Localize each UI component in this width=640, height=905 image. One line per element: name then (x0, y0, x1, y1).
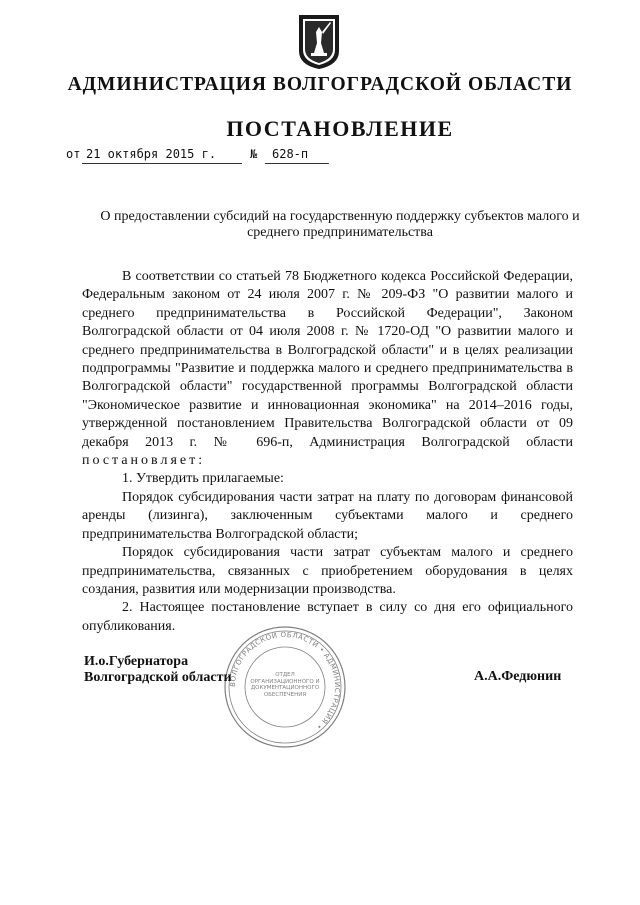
signatory-name: А.А.Федюнин (474, 669, 562, 684)
paragraph-item-1: 1. Утвердить прилагаемые: (122, 471, 284, 487)
document-type: ПОСТАНОВЛЕНИЕ (226, 116, 454, 141)
preamble-text: В соответствии со статьей 78 Бюджетного кодекса Российской Федерации, Федеральным законом от 24 июля 2007 г. № 209-ФЗ "О развитии малого и среднего предпринимательства в Российской Федерации", Законом Волгоградской области от 04 июля 2008 г. № 1720-ОД "О развитии малого и среднего предпринимательства в Волгоградской области" и в целях реализации подпрограммы "Развитие и поддержка малого и среднего предпринимательства в Волгоградской области" государственной программы Волгоградской области "Экономическое развитие и инновационная экономика" на 2014–2016 годы, утвержденной постановлением Правительства Волгоградской области от 09 декабря 2013 г. № 696-п, Администрация Волгоградской области (82, 269, 573, 450)
date-value: 21 октября 2015 г. (86, 147, 217, 161)
seal-ring-text: ВОЛГОГРАДСКОЙ ОБЛАСТИ • АДМИНИСТРАЦИЯ • (228, 630, 342, 732)
number-underline (265, 163, 329, 164)
number-prefix: № (250, 147, 258, 161)
number-value: 628-п (272, 147, 309, 161)
date-underline (82, 163, 242, 164)
resolution-word: постановляет: (82, 453, 206, 469)
signatory-title (84, 654, 232, 686)
paragraph-preamble (82, 268, 573, 470)
document-body (82, 268, 573, 636)
organization-title: АДМИНИСТРАЦИЯ ВОЛГОГРАДСКОЙ ОБЛАСТИ (67, 74, 573, 95)
date-prefix: от (66, 147, 81, 161)
paragraph-procedure-equipment: Порядок субсидирования части затрат субъектам малого и среднего предпринимательства, связанных с приобретением оборудования в целях создания, развития или модернизации производства. (82, 545, 573, 597)
paragraph-item-2: 2. Настоящее постановление вступает в силу со дня его официального опубликования. (82, 600, 573, 634)
signatory-title-line1: И.о.Губернатора (84, 654, 189, 669)
coat-of-arms-icon (297, 13, 341, 71)
seal-inner-text: ОТДЕЛ ОРГАНИЗАЦИОННОГО И ДОКУМЕНТАЦИОННОГО ОБЕСПЕЧЕНИЯ (250, 672, 320, 698)
paragraph-procedure-leasing: Порядок субсидирования части затрат на плату по договорам финансовой аренды (лизинга), заключенным субъектами малого и среднего предпринимательства Волгоградской области; (82, 489, 573, 542)
document-subject: О предоставлении субсидий на государственную поддержку субъектов малого и среднего предпринимательства (100, 209, 580, 240)
official-seal (220, 622, 350, 752)
signatory-title-line2: Волгоградской области (84, 670, 232, 685)
